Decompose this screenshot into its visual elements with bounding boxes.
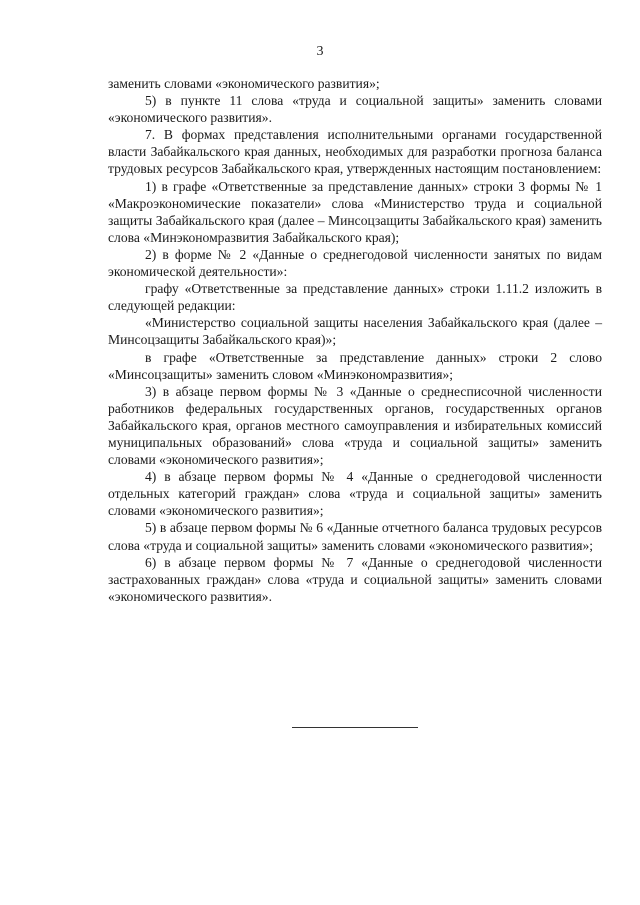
paragraph-form-1: 1) в графе «Ответственные за представление данных» строки 3 формы № 1 «Макроэкономические показатели» слова «Министерство труда и социальной защиты Забайкальского края (далее – Минсоцзащиты Забайкальского края) заменить слова «Минэкономразвития Забайкальского края); [108,178,602,245]
paragraph-item-5: 5) в пункте 11 слова «труда и социальной защиты» заменить словами «экономического развития». [108,93,602,126]
paragraph-form-7: 6) в абзаце первом формы № 7 «Данные о среднегодовой численности застрахованных граждан» слова «труда и социальной защиты» заменить словами «экономического развития». [108,554,602,604]
paragraph-form-3: 3) в абзаце первом формы № 3 «Данные о среднесписочной численности работников федеральных государственных органов, государственных органов Забайкальского края, органов местного самоуправления и избирательных комиссий муниципальных образований» слова «труда и социальной защиты» заменить словами «экономического развития»; [108,383,602,468]
paragraph-section-7: 7. В формах представления исполнительными органами государственной власти Забайкальского края данных, необходимых для разработки прогноза баланса трудовых ресурсов Забайкальского края, утвержденных настоящим постановлением: [108,127,602,177]
paragraph-form-6: 5) в абзаце первом формы № 6 «Данные отчетного баланса трудовых ресурсов слова «труда и социальной защиты» заменить словами «экономического развития»; [108,520,602,553]
document-body [108,75,602,605]
paragraph-form-2-column: графу «Ответственные за представление данных» строки 1.11.2 изложить в следующей редакции: [108,281,602,314]
paragraph-form-2-new-text: «Министерство социальной защиты населения Забайкальского края (далее – Минсоцзащиты Забайкальского края)»; [108,315,602,348]
end-of-document-rule [292,727,418,728]
paragraph-continuation: заменить словами «экономического развития»; [108,76,380,91]
paragraph-form-2-row-2: в графе «Ответственные за представление данных» строки 2 слово «Минсоцзащиты» заменить словом «Минэкономразвития»; [108,349,602,382]
paragraph-form-2: 2) в форме № 2 «Данные о среднегодовой численности занятых по видам экономической деятельности»: [108,246,602,280]
paragraph-form-4: 4) в абзаце первом формы № 4 «Данные о среднегодовой численности отдельных категорий граждан» слова «труда и социальной защиты» заменить словами «экономического развития»; [108,469,602,519]
page-number: 3 [316,44,324,59]
